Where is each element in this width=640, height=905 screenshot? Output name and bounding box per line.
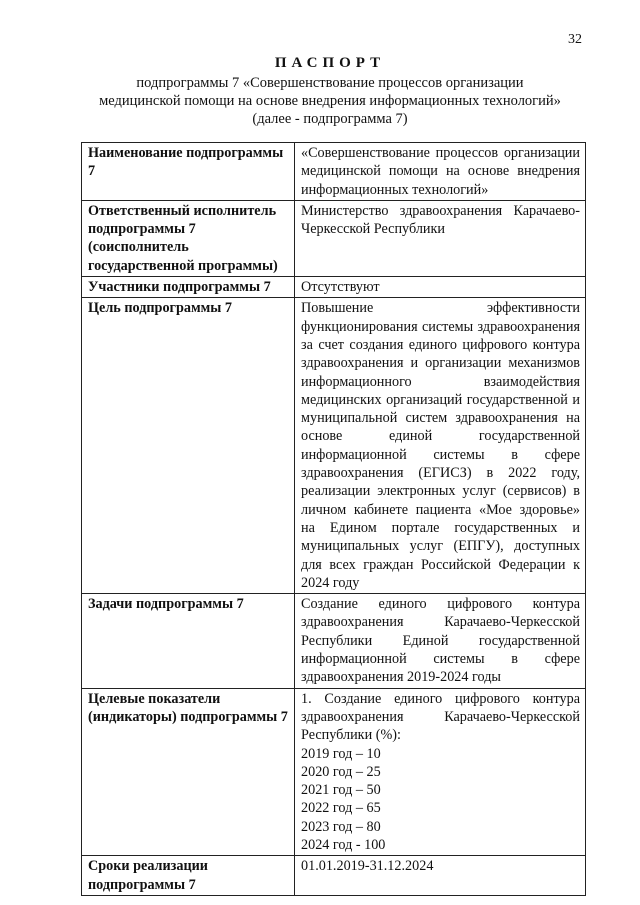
table-row <box>82 856 586 896</box>
row-label: Задачи подпрограммы 7 <box>82 594 295 688</box>
table-row <box>82 688 586 856</box>
table-row <box>82 277 586 298</box>
passport-table <box>81 142 586 896</box>
row-value-list <box>295 688 586 856</box>
row-label: Наименование подпрограммы 7 <box>82 143 295 201</box>
row-value: Отсутствуют <box>295 277 586 298</box>
row-value: 01.01.2019-31.12.2024 <box>295 856 586 896</box>
row-label: Целевые показатели (индикаторы) подпрограммы 7 <box>82 688 295 856</box>
page-number: 32 <box>568 32 582 47</box>
table-row <box>82 143 586 201</box>
page-title: ПАСПОРТ <box>274 55 386 71</box>
row-value: «Совершенствование процессов организации медицинской помощи на основе внедрения информационных технологий» <box>295 143 586 201</box>
row-label: Сроки реализации подпрограммы 7 <box>82 856 295 896</box>
row-label: Цель подпрограммы 7 <box>82 298 295 594</box>
row-label: Участники подпрограммы 7 <box>82 277 295 298</box>
row-value: Повышение эффективности функционирования системы здравоохранения за счет создания единого цифрового контура здравоохранения и организации механизмов информационного взаимодействия медицинских организаций государственной и муниципальной систем здравоохранения на основе единой государственной информационной системы в сфере здравоохранения (ЕГИСЗ) в 2022 году, реализации электронных услуг (сервисов) в личном кабинете пациента «Мое здоровье» на Едином портале государственных и муниципальных услуг (ЕПГУ), доступных для всех граждан Российской Федерации к 2024 году <box>295 298 586 594</box>
row-value: Создание единого цифрового контура здравоохранения Карачаево-Черкесской Республики Единой государственной информационной системы в сфере здравоохранения 2019-2024 годы <box>295 594 586 688</box>
indicator-line: 2020 год – 25 <box>301 763 381 780</box>
document-header <box>60 54 600 128</box>
subtitle-line: медицинской помощи на основе внедрения информационных технологий» <box>99 93 561 109</box>
subtitle-line: (далее - подпрограмма 7) <box>252 111 408 127</box>
indicator-line: 2023 год – 80 <box>301 818 381 835</box>
indicator-line: 2021 год – 50 <box>301 782 381 799</box>
table-row <box>82 594 586 688</box>
table-row <box>82 200 586 276</box>
table-row <box>82 298 586 594</box>
indicator-line: 2019 год – 10 <box>301 745 381 762</box>
indicator-line: 2022 год – 65 <box>301 800 381 817</box>
indicator-line: 2024 год - 100 <box>301 836 386 853</box>
row-label: Ответственный исполнитель подпрограммы 7 (соисполнитель государственной программы) <box>82 200 295 276</box>
subtitle-line: подпрограммы 7 «Совершенствование процессов организации <box>136 75 524 91</box>
row-value: Министерство здравоохранения Карачаево-Черкесской Республики <box>295 200 586 276</box>
indicator-line: 1. Создание единого цифрового контура здравоохранения Карачаево-Черкесской Республики (%): <box>301 690 580 744</box>
